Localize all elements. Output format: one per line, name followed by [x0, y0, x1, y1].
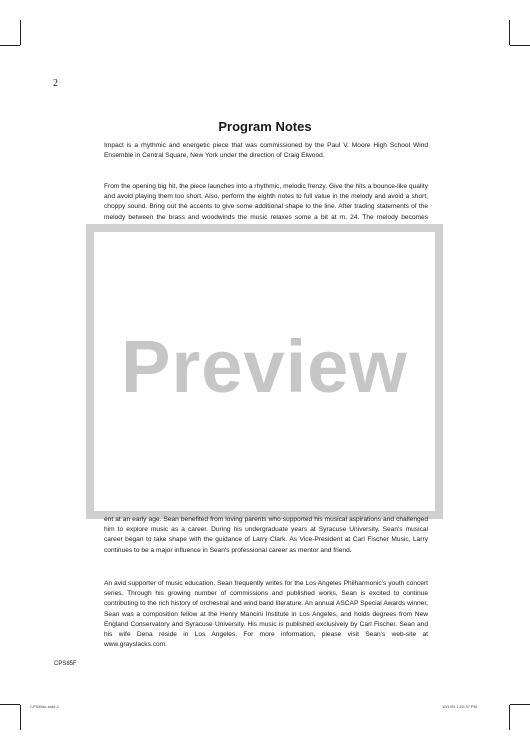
slug-file: CPS85sc.indd 2 — [30, 704, 59, 709]
crop-mark — [509, 705, 510, 730]
paragraph-career: An avid supporter of music education, Sean frequently writes for the Los Angeles Philharmonic's youth concert series. Through his growing number of commissions and published works, Sean is excited to continue contributing to the rich history of orchestral and wind band literature. An annual ASCAP Special Awards winner, Sean was a composition fellow at the Henry Mancini Institute in Los Angeles, and holds degrees from New England Conservatory and Syracuse University. His music is published exclusively by Carl Fischer. Sean and his wife Dena reside in Los Angeles. For more information, please visit Sean's web-site at www.grayslacks.com. — [104, 580, 428, 649]
paragraph-commission: Impact is a rhythmic and energetic piece that was commissioned by the Paul V. Moore High School Wind Ensemble in Central Square, New York under the direction of Craig Elwood. — [104, 142, 428, 160]
crop-mark — [510, 45, 530, 46]
page-number: 2 — [53, 78, 58, 89]
preview-watermark — [86, 224, 443, 519]
crop-mark — [0, 45, 20, 46]
crop-mark — [510, 704, 530, 705]
catalog-number: CPS85F — [54, 661, 77, 667]
preview-watermark-text: Preview — [121, 325, 408, 408]
paragraph-biography: ent at an early age. Sean benefited from loving parents who supported his musical aspirations and challenged him to explore music as a career. During his undergraduate years at Syracuse University, Sean's musical career began to take shape with the guidance of Larry Clark. As Vice-President at Carl Fischer Music, Larry continues to be a major influence in Sean's professional career as mentor and friend. — [104, 516, 428, 554]
crop-mark — [20, 20, 21, 45]
crop-mark — [509, 20, 510, 45]
slug-date: 10/1/09 1:02:37 PM — [442, 704, 477, 709]
crop-mark — [0, 704, 20, 705]
page-title: Program Notes — [218, 119, 312, 134]
paragraph-performance: From the opening big hit, the piece launches into a rhythmic, melodic frenzy. Give the hits a bounce-like quality and avoid playing them too short. Also, perform the eighth notes to full value in the melody and avoid a short, choppy sound. Bring out the accents to give some additional shape to the line. After trading statements of the melody between the brass and woodwinds the music relaxes some a bit at m. 24. The melody becomes — [104, 183, 428, 221]
crop-mark — [20, 705, 21, 730]
